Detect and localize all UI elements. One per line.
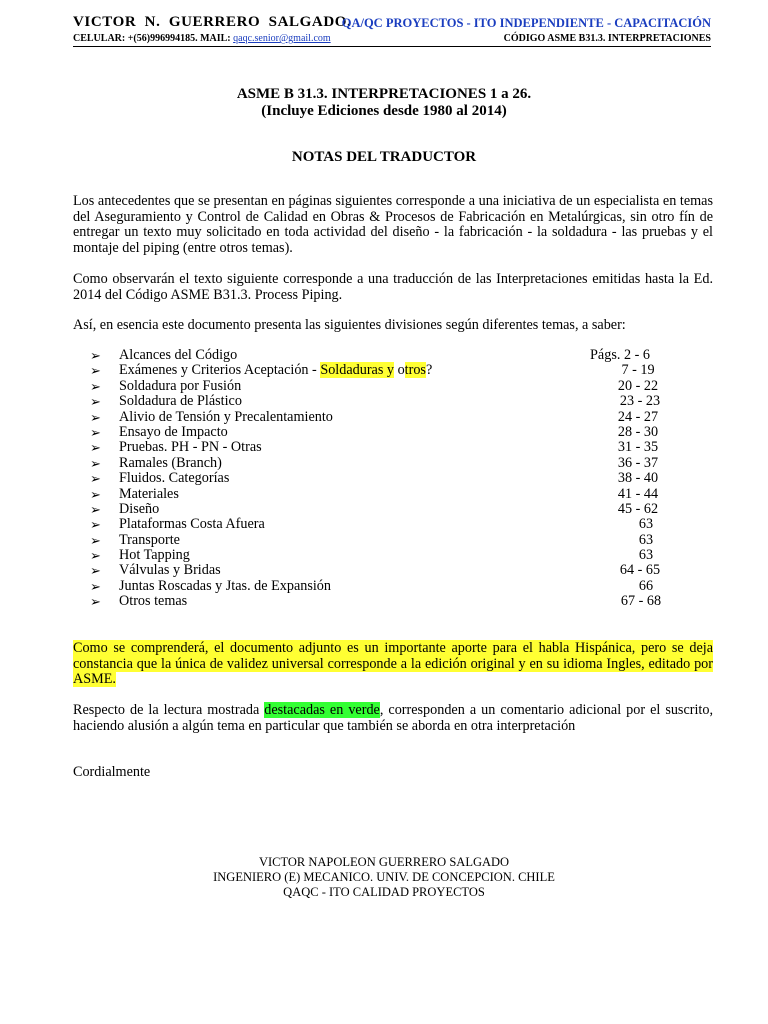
list-item-pages: 67 - 68	[620, 593, 662, 610]
list-item	[90, 563, 690, 578]
list-item	[90, 594, 690, 609]
list-item-label: Alcances del Código	[119, 347, 238, 363]
arrow-bullet-icon: ➢	[90, 501, 101, 517]
list-item	[90, 348, 690, 363]
list-item-pages: 63	[638, 547, 654, 564]
note-text-before: Respecto de la lectura mostrada	[73, 702, 265, 718]
arrow-bullet-icon: ➢	[90, 548, 101, 564]
yellow-highlight: Soldaduras y	[320, 362, 395, 379]
list-item	[90, 394, 690, 409]
arrow-bullet-icon: ➢	[90, 409, 101, 425]
paragraph-divisions: Así, en esencia este documento presenta las siguientes divisiones según diferentes temas, a saber:	[73, 317, 626, 333]
list-item-pages: 23 - 23	[619, 393, 661, 410]
signature-title: INGENIERO (E) MECANICO. UNIV. DE CONCEPCION. CHILE	[213, 870, 555, 884]
header-divider	[73, 46, 711, 47]
list-item-label: Transporte	[119, 531, 180, 548]
yellow-highlight: tros	[404, 362, 426, 379]
list-item-pages: 28 - 30	[617, 423, 659, 440]
document-title: ASME B 31.3. INTERPRETACIONES 1 a 26.	[236, 86, 532, 102]
list-item	[90, 425, 690, 440]
green-highlight: destacadas en verde	[264, 702, 380, 718]
list-item	[90, 579, 690, 594]
paragraph-note	[73, 703, 713, 734]
list-item-label: Otros temas	[119, 593, 188, 610]
arrow-bullet-icon: ➢	[90, 348, 101, 363]
arrow-bullet-icon: ➢	[90, 517, 101, 533]
list-item	[90, 410, 690, 425]
topics-list	[90, 348, 690, 610]
list-item	[90, 379, 690, 394]
list-item-pages: 36 - 37	[617, 454, 659, 471]
contact-info	[73, 33, 331, 44]
list-item-label: Fluidos. Categorías	[119, 470, 230, 487]
list-item	[90, 456, 690, 471]
list-item-pages: 45 - 62	[617, 500, 659, 517]
list-item-label: Alivio de Tensión y Precalentamiento	[119, 408, 333, 425]
list-item-pages: 24 - 27	[617, 408, 659, 425]
label-part: o	[394, 362, 405, 379]
document-subtitle: (Incluye Ediciones desde 1980 al 2014)	[261, 103, 507, 119]
list-item-pages: 63	[638, 531, 654, 548]
arrow-bullet-icon: ➢	[90, 578, 101, 594]
list-item-label: Materiales	[119, 485, 179, 502]
list-item-label: Plataformas Costa Afuera	[119, 516, 265, 533]
arrow-bullet-icon: ➢	[90, 378, 101, 394]
arrow-bullet-icon: ➢	[90, 563, 101, 579]
arrow-bullet-icon: ➢	[90, 394, 101, 410]
signature-name: VICTOR NAPOLEON GUERRERO SALGADO	[258, 855, 510, 869]
arrow-bullet-icon: ➢	[90, 424, 101, 440]
list-item-label: Juntas Roscadas y Jtas. de Expansión	[119, 577, 331, 594]
list-item-label: Pruebas. PH - PN - Otras	[119, 439, 262, 456]
arrow-bullet-icon: ➢	[90, 440, 101, 456]
closing: Cordialmente	[73, 764, 151, 780]
list-item-pages: 20 - 22	[617, 377, 659, 394]
section-heading: NOTAS DEL TRADUCTOR	[291, 149, 477, 165]
arrow-bullet-icon: ➢	[90, 471, 101, 487]
list-item-pages: 38 - 40	[617, 470, 659, 487]
list-item	[90, 548, 690, 563]
arrow-bullet-icon: ➢	[90, 486, 101, 502]
list-item-pages: Págs. 2 - 6	[590, 347, 650, 363]
header-contact-row	[73, 33, 711, 47]
header-tagline: QA/QC PROYECTOS - ITO INDEPENDIENTE - CAPACITACIÓN	[341, 16, 711, 30]
list-item-label: Soldadura por Fusión	[119, 377, 242, 394]
list-item-pages: 63	[638, 516, 654, 533]
header-code-title: CÓDIGO ASME B31.3. INTERPRETACIONES	[503, 33, 711, 44]
list-item	[90, 533, 690, 548]
list-item	[90, 440, 690, 455]
list-item-label: Soldadura de Plástico	[119, 393, 242, 410]
list-item-pages: 31 - 35	[617, 439, 659, 456]
list-item-pages: 7 - 19	[621, 362, 655, 379]
arrow-bullet-icon: ➢	[90, 363, 101, 379]
signature-org: QAQC - ITO CALIDAD PROYECTOS	[283, 885, 485, 899]
arrow-bullet-icon: ➢	[90, 594, 101, 610]
label-part: Exámenes y Criterios Aceptación -	[119, 362, 321, 379]
list-item	[90, 502, 690, 517]
list-item-pages: 41 - 44	[617, 485, 659, 502]
list-item-label	[119, 363, 432, 378]
list-item-label: Válvulas y Bridas	[119, 562, 221, 579]
page-header	[73, 14, 711, 34]
email-link[interactable]: qaqc.senior@gmail.com	[233, 33, 331, 44]
list-item-pages: 66	[638, 577, 654, 594]
list-item-label: Hot Tapping	[119, 547, 190, 564]
list-item	[90, 471, 690, 486]
paragraph-intro: Los antecedentes que se presentan en páginas siguientes corresponde a una iniciativa de un especialista en temas del Aseguramiento y Control de Calidad en Obras & Procesos de Fabricación en Metalúrgicas, sin otro fín de entregar un texto muy solicitado en toda actividad del diseño - la fabricación - la soldadura - las pruebas y el montaje del piping (entre otros temas).	[73, 193, 713, 256]
list-item-pages: 64 - 65	[619, 562, 661, 579]
list-item-label: Ensayo de Impacto	[119, 423, 228, 440]
author-name: VICTOR N. GUERRERO SALGADO.	[73, 14, 352, 30]
note-text-after: , corresponden a un comentario adicional por el suscrito, haciendo alusión a algún tema en particular que también se aborda en otra interpretación	[73, 702, 713, 734]
arrow-bullet-icon: ➢	[90, 532, 101, 548]
list-item-label: Ramales (Branch)	[119, 454, 222, 471]
paragraph-disclaimer	[73, 641, 713, 688]
contact-prefix: CELULAR: +(56)996994185. MAIL:	[73, 33, 234, 44]
list-item	[90, 363, 690, 378]
list-item	[90, 487, 690, 502]
disclaimer-highlight: Como se comprenderá, el documento adjunto es un importante aporte para el habla Hispánica, pero se deja constancia que la única de validez universal corresponde a la edición original y en su idioma Ingles, editado por ASME.	[73, 640, 713, 688]
paragraph-translation: Como observarán el texto siguiente corresponde a una traducción de las Interpretaciones emitidas hasta la Ed. 2014 del Código ASME B31.3. Process Piping.	[73, 271, 713, 303]
list-item	[90, 517, 690, 532]
label-part: ?	[425, 362, 433, 379]
arrow-bullet-icon: ➢	[90, 455, 101, 471]
list-item-label: Diseño	[119, 500, 160, 517]
